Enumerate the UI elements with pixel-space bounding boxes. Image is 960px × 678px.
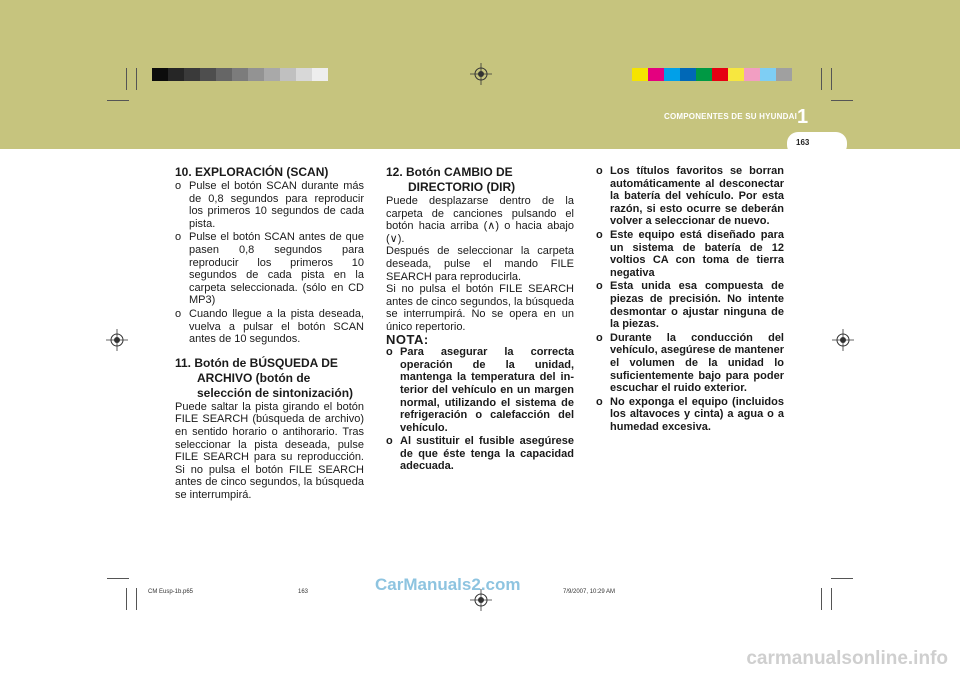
color-swatch — [680, 68, 696, 81]
color-swatch — [648, 68, 664, 81]
color-swatch — [712, 68, 728, 81]
bullet-marker: o — [596, 280, 603, 293]
bullet-marker: o — [175, 307, 182, 320]
bullet-marker: o — [175, 180, 182, 192]
list-item: o Pulse el botón SCAN durante más de 0,8 segundos para reproducir los primeros 10 segundos de cada pista. — [175, 180, 364, 230]
watermark-carmanualsonline: carmanualsonline.info — [746, 648, 948, 669]
heading-scan: 10. EXPLORACIÓN (SCAN) — [175, 165, 329, 179]
list-item: o No exponga el equipo (incluidos los altavoces y cinta) a agua o a humedad excesiva. — [596, 395, 784, 433]
bullet-marker: o — [175, 231, 182, 244]
chapter-number: 1 — [797, 106, 809, 128]
color-swatch — [296, 68, 312, 81]
color-bar — [632, 68, 792, 81]
registration-mark-icon — [470, 63, 492, 85]
gray-color-bar — [152, 68, 328, 81]
color-swatch — [168, 68, 184, 81]
bullet-marker: o — [386, 346, 393, 359]
column-1 — [175, 165, 364, 501]
paragraph: Puede desplazarse dentro de la carpeta de canciones pulsando el botón hacia arriba (∧) o hacia abajo (∨). — [386, 195, 574, 245]
color-swatch — [776, 68, 792, 81]
crop-mark — [126, 68, 127, 90]
paragraph: Después de seleccionar la carpeta deseada, pulse el mando FILE SEARCH para reproducirla. — [386, 245, 574, 283]
list-item: o Pulse el botón SCAN antes de que pasen 0,8 segundos para reproducir los primeros 10 segundos de cada pista en la carpeta seleccionada. (sólo en CD MP3) — [175, 231, 364, 307]
crop-mark — [107, 100, 129, 101]
list-item: o Este equipo está diseñado para un sistema de batería de 12 voltios CA con toma de tierra negativa — [596, 228, 784, 279]
color-swatch — [216, 68, 232, 81]
color-swatch — [760, 68, 776, 81]
column-2 — [386, 165, 574, 474]
color-swatch — [696, 68, 712, 81]
registration-mark-icon — [832, 329, 854, 351]
list-item: o Para asegurar la correcta operación de la unidad, mantenga la temperatura del in-terior del vehículo en un margen normal, utilizando el sistema de refrigeración o calefacción del vehículo. — [386, 346, 574, 434]
color-swatch — [184, 68, 200, 81]
bullet-marker: o — [596, 228, 603, 241]
crop-mark — [831, 588, 832, 610]
color-swatch — [232, 68, 248, 81]
footer-file: CM Eusp-1b.p65 — [148, 589, 194, 595]
watermark-carmanuals2: CarManuals2.com — [375, 575, 521, 594]
list-item: o Durante la conducción del vehículo, asegúrese de mantener el volumen de la unidad lo suficientemente bajo para poder escuchar el ruido exterior. — [596, 331, 784, 395]
color-swatch — [728, 68, 744, 81]
note-heading: NOTA: — [386, 331, 429, 347]
crop-mark — [821, 68, 822, 90]
paragraph: Puede saltar la pista girando el botón FILE SEARCH (búsqueda de archivo) en sentido horario o antihorario. Tras seleccionar la pista deseada, pulse FILE SEARCH para su reproducción. Si no pulsa el botón FILE SEARCH antes de cinco segundos, la búsqueda se interrumpirá. — [175, 400, 364, 501]
color-swatch — [664, 68, 680, 81]
color-swatch — [744, 68, 760, 81]
bullet-marker: o — [386, 435, 393, 448]
color-swatch — [280, 68, 296, 81]
column-3 — [596, 165, 784, 434]
crop-mark — [136, 68, 137, 90]
color-swatch — [152, 68, 168, 81]
color-swatch — [312, 68, 328, 81]
bullet-marker: o — [596, 165, 603, 177]
crop-mark — [126, 588, 127, 610]
bullet-marker: o — [596, 395, 603, 408]
crop-mark — [831, 100, 853, 101]
heading-file-search: 11. Botón de BÚSQUEDA DE ARCHIVO (botón de selección de sintonización) — [175, 355, 354, 400]
color-swatch — [264, 68, 280, 81]
page-number: 163 — [796, 138, 810, 147]
crop-mark — [821, 588, 822, 610]
registration-mark-icon — [106, 329, 128, 351]
footer-page: 163 — [298, 589, 309, 595]
crop-mark — [107, 578, 129, 579]
bullet-marker: o — [596, 331, 603, 344]
list-item: o Esta unida esa compuesta de piezas de precisión. No intente desmontar o ajustar ninguna de la piezas. — [596, 280, 784, 331]
section-title: COMPONENTES DE SU HYUNDAI — [663, 112, 797, 121]
heading-dir: 12. Botón CAMBIO DE DIRECTORIO (DIR) — [386, 165, 516, 194]
crop-mark — [831, 578, 853, 579]
list-item: o Cuando llegue a la pista deseada, vuelva a pulsar el botón SCAN antes de 10 segundos. — [175, 307, 364, 346]
list-item: o Los títulos favoritos se borran automáticamente al desconectar la batería del vehículo. Por esta razón, si esto ocurre se deberán volver a seleccionar de nuevo. — [596, 165, 784, 228]
list-item: o Al sustituir el fusible asegúrese de que éste tenga la capacidad adecuada. — [386, 435, 574, 473]
color-swatch — [248, 68, 264, 81]
crop-mark — [136, 588, 137, 610]
crop-mark — [831, 68, 832, 90]
footer-date: 7/9/2007, 10:29 AM — [563, 589, 616, 595]
paragraph: Si no pulsa el botón FILE SEARCH antes de cinco segundos, la búsqueda se interrumpirá. No se opera en un único repertorio. — [386, 283, 574, 333]
color-swatch — [632, 68, 648, 81]
color-swatch — [200, 68, 216, 81]
